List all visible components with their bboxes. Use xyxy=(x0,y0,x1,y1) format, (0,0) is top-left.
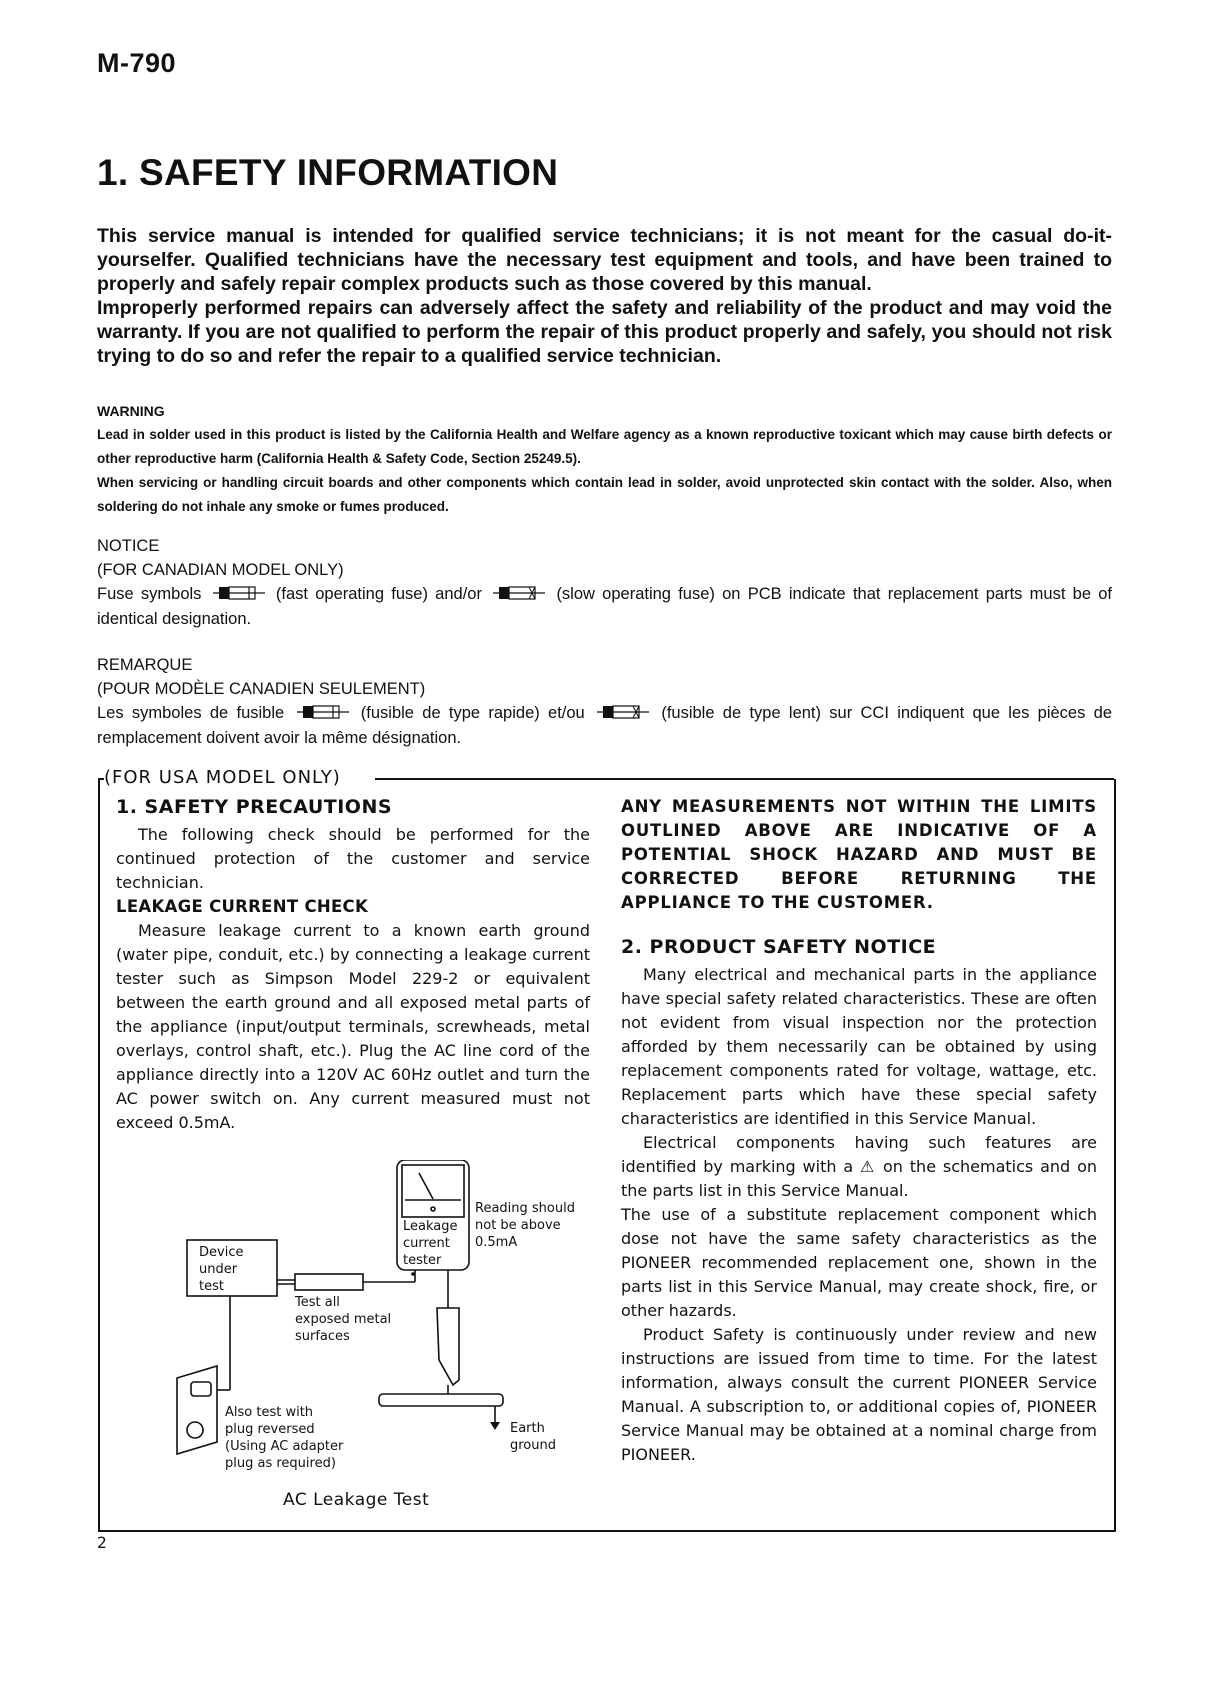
reading-label: not be above xyxy=(475,1218,561,1233)
warning-title: WARNING xyxy=(97,403,165,419)
intro-section xyxy=(97,224,1112,368)
fast-fuse-icon xyxy=(213,583,265,607)
box-top-rule xyxy=(375,778,1114,780)
notice-text: (slow operating fuse) on PCB indicate that replacement parts must be of identical designation. xyxy=(97,585,1112,628)
remarque-text: (fusible de type lent) sur CCI indiquent que les pièces de remplacement doivent avoir la même désignation. xyxy=(97,704,1112,747)
remarque-text: Les symboles de fusible xyxy=(97,704,285,722)
product-safety-paragraph: Electrical components having such features are identified by marking with a ⚠ on the schematics and on the parts list in this Service Manual. xyxy=(621,1133,1097,1200)
plug-reversed-label: plug reversed xyxy=(225,1422,315,1437)
plug-reversed-label: Also test with xyxy=(225,1405,314,1420)
safety-precautions-column xyxy=(116,795,590,1135)
earth-ground-label: ground xyxy=(510,1438,556,1453)
test-surfaces-label: Test all xyxy=(295,1295,340,1310)
usa-model-label: (FOR USA MODEL ONLY) xyxy=(104,767,345,788)
tester-label: Leakage xyxy=(403,1219,458,1234)
warning-paragraph: Lead in solder used in this product is listed by the California Health and Welfare agency as a known reproductive toxicant which may cause birth defects or other reproductive harm (California Health & Safety Code, Section 25249.5). xyxy=(97,427,1112,466)
warning-section xyxy=(97,399,1112,519)
page-number: 2 xyxy=(97,1533,107,1552)
plug-reversed-label: (Using AC adapter xyxy=(225,1439,344,1454)
earth-ground-label: Earth xyxy=(510,1421,545,1436)
plug-reversed-label: plug as required) xyxy=(225,1456,336,1471)
notice-subtitle: (FOR CANADIAN MODEL ONLY) xyxy=(97,561,344,579)
notice-text: (fast operating fuse) and/or xyxy=(275,585,482,603)
product-safety-paragraph: The use of a substitute replacement component which dose not have the same safety characteristics as the PIONEER recommended replacement one, shown in the parts list in this Service Manual, may create shock, fire, or other hazards. xyxy=(621,1205,1097,1320)
device-label: Device xyxy=(199,1245,244,1260)
remarque-text: (fusible de type rapide) et/ou xyxy=(360,704,585,722)
test-surfaces-label: exposed metal xyxy=(295,1312,392,1327)
slow-fuse-icon xyxy=(597,702,649,726)
intro-paragraph: This service manual is intended for qualified service technicians; it is not meant for the casual do-it-yourselfer. Qualified technicians have the necessary test equipment and tools, and have been trained to properly and safely repair complex products such as those covered by this manual. xyxy=(97,225,1112,295)
model-number: M-790 xyxy=(97,48,177,78)
product-safety-paragraph: Product Safety is continuously under review and new instructions are issued from time to time. For the latest information, always consult the current PIONEER Service Manual. A subscription to, or additional copies of, PIONEER Service Manual may be obtained at a nominal charge from PIONEER. xyxy=(621,1325,1097,1464)
remarque-title: REMARQUE xyxy=(97,656,193,674)
reading-label: 0.5mA xyxy=(475,1235,518,1250)
intro-paragraph: Improperly performed repairs can adversely affect the safety and reliability of the product and may void the warranty. If you are not qualified to perform the repair of this product properly and safely, you should not risk trying to do so and refer the repair to a qualified service technician. xyxy=(97,297,1112,367)
tester-label: current xyxy=(403,1236,450,1251)
leakage-check-body: Measure leakage current to a known earth ground (water pipe, conduit, etc.) by connecting a leakage current tester such as Simpson Model 229-2 or equivalent between the earth ground and all exposed metal parts of the appliance (input/output terminals, screwheads, metal overlays, control shaft, etc.). Plug the AC line cord of the appliance directly into a 120V AC 60Hz outlet and turn the AC power switch on. Any current measured must not exceed 0.5mA. xyxy=(116,921,590,1132)
slow-fuse-icon xyxy=(493,583,545,607)
remarque-subtitle: (POUR MODÈLE CANADIEN SEULEMENT) xyxy=(97,680,426,698)
page-title: 1. SAFETY INFORMATION xyxy=(97,152,559,193)
reading-label: Reading should xyxy=(475,1201,575,1216)
product-safety-column xyxy=(621,795,1097,1467)
fast-fuse-icon xyxy=(297,702,349,726)
notice-title: NOTICE xyxy=(97,537,160,555)
safety-precautions-heading: 1. SAFETY PRECAUTIONS xyxy=(116,796,393,818)
ac-leakage-test-diagram xyxy=(165,1160,595,1520)
device-label: under xyxy=(199,1262,238,1277)
notice-section xyxy=(97,534,1112,631)
device-label: test xyxy=(199,1279,224,1294)
warning-paragraph: When servicing or handling circuit boards and other components which contain lead in solder, avoid unprotected skin contact with the solder. Also, when soldering do not inhale any smoke or fumes produced. xyxy=(97,475,1112,514)
remarque-section xyxy=(97,653,1112,750)
diagram-caption: AC Leakage Test xyxy=(283,1490,430,1510)
notice-text: Fuse symbols xyxy=(97,585,202,603)
product-safety-heading: 2. PRODUCT SAFETY NOTICE xyxy=(621,936,937,958)
tester-label: tester xyxy=(403,1253,442,1268)
product-safety-paragraph: Many electrical and mechanical parts in the appliance have special safety related characteristics. These are often not evident from visual inspection nor the protection afforded by them necessarily can be obtained by using replacement components rated for voltage, wattage, etc. Replacement parts which have these special safety characteristics are identified in this Service Manual. xyxy=(621,965,1097,1128)
leakage-check-heading: LEAKAGE CURRENT CHECK xyxy=(116,897,369,916)
safety-precautions-intro: The following check should be performed for the continued protection of the customer and service technician. xyxy=(116,825,590,892)
caution-text: ANY MEASUREMENTS NOT WITHIN THE LIMITS OUTLINED ABOVE ARE INDICATIVE OF A POTENTIAL SHOCK HAZARD AND MUST BE CORRECTED BEFORE RETURNING THE APPLIANCE TO THE CUSTOMER. xyxy=(621,797,1097,912)
test-surfaces-label: surfaces xyxy=(295,1329,350,1344)
